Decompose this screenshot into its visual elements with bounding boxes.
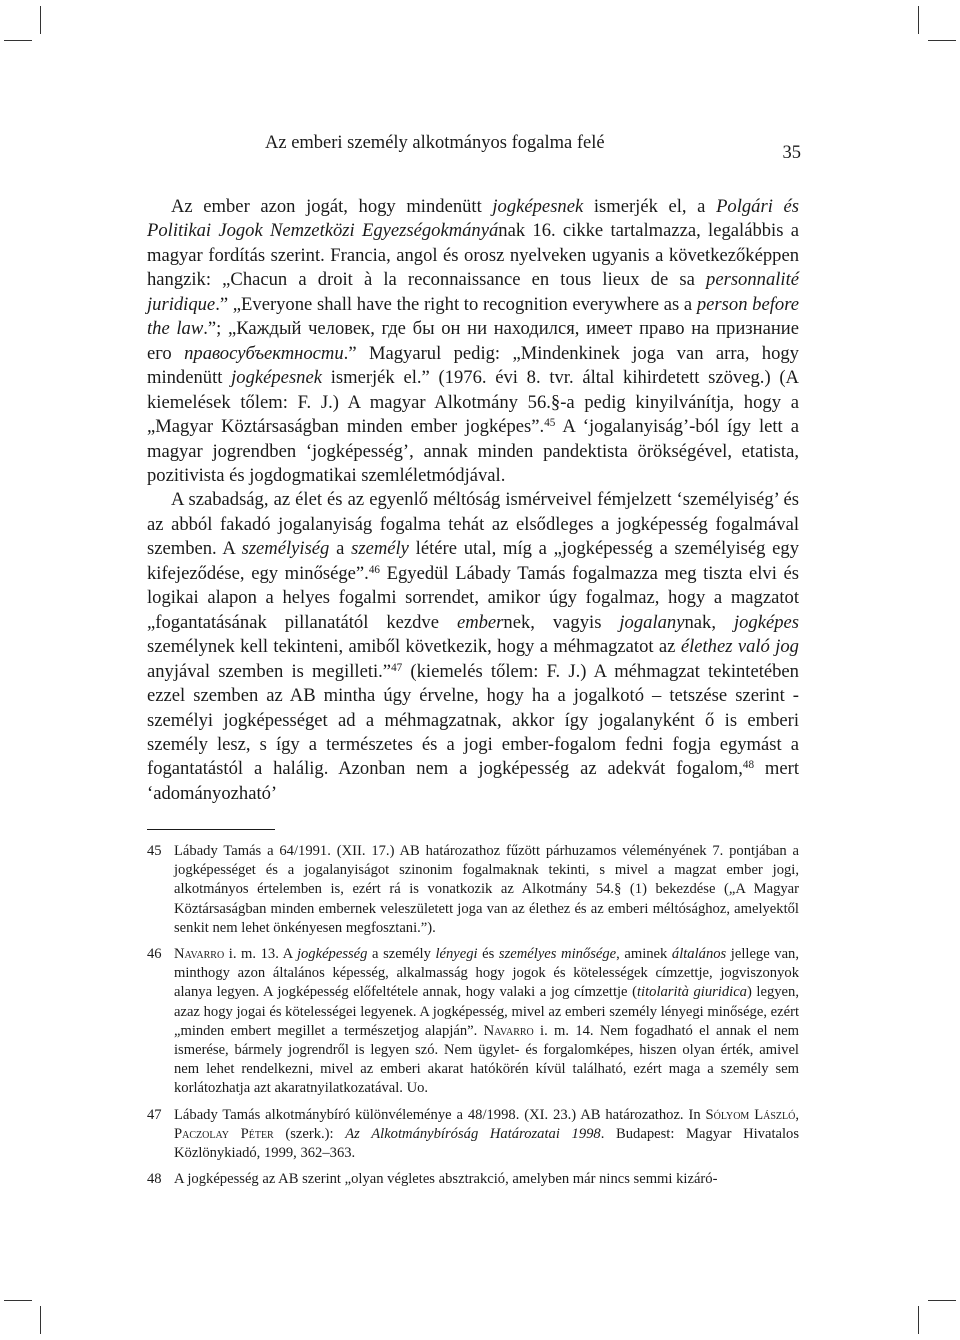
footnote-46: 46 Navarro i. m. 13. A jogképesség a személy lényegi és személyes minősége, aminek általános jellege van, minthogy azon általános képesség, alkalmasság hogy jogok és kötelességek címzettje, jogviszonyok alanya legyen. A jogképesség előfeltétele annak, hogy valaki a jog címzettje (titolarità giuridica) legyen, azaz hogy jogai és kötelességei legyenek. A jogképesség, mivel az emberi személy lényegi minősége, ezért „minden embert megillet a természetjog alapján”. Navarro i. m. 14. Nem fogadható el annak el nem ismerése, bármely jogrendről is legyen szó. Nem ügylet- és forgalomképes, hiszen olyan érték, amivel nem lehet rendelkezni, mivel az emberi akarat hatókörén kívül található, ezért maga a személy sem korlátozhatja azt akaratnyilatkozatával. Uo. (147, 945, 799, 1099)
crop-mark (928, 40, 956, 41)
crop-mark (40, 6, 41, 34)
page-number: 35 (782, 143, 801, 163)
footnote-ref[interactable]: 46 (368, 563, 380, 576)
crop-mark (40, 1306, 41, 1334)
footnotes (147, 842, 799, 1196)
footnote-number: 48 (147, 1171, 162, 1188)
footnote-number: 45 (147, 843, 162, 859)
running-title: Az emberi személy alkotmányos fogalma felé (265, 133, 605, 153)
paragraph: A szabadság, az élet és az egyenlő méltóság ismérveivel fémjelzett ‘személyiség’ és az abból fakadó jogalanyiság fogalma tehát az elsődleges a jogképesség fogalmával szemben. A személyiség a személy létére utal, míg a „jogképesség a személyiség egy kifejeződése, egy minősége”.$^{46}$ Egyedül Lábady Tamás fogalmazza meg tiszta elvi és logikai alapon a helyes fogalmi sorrendet, amikor úgy fogalmaz, hogy a magzatot „fogantatásának pillanatától kezdve embernek, vagyis jogalanynak, jogképes személynek kell tekinteni, amiből következik, hogy a méhmagzatot az élethez való jog anyjával szemben is megilleti.”$^{47}$ (kiemelés tőlem: F. J.) A méhmagzat tekintetében ezzel szemben az AB mintha úgy érvelne, hogy ha a jogalkotó – tetszése szerint - személyi jogképességet ad a méhmagzatnak, akkor így jogalanyként ő is emberi személy lesz, s így a természetes és a jogi ember-fogalom fedni fogja egymást a fogantatástól a halálig. Azonban nem a jogképesség az adekvát fogalom,$^{48}$ mert ‘adományozható’ (147, 489, 799, 804)
footnote-47: 47 Lábady Tamás alkotmánybíró különvéleménye a 48/1998. (XI. 23.) AB határozathoz. In Sólyom László, Paczolay Péter (szerk.): Az Alkotmánybíróság Határozatai 1998. Budapest: Magyar Hivatalos Közlönykiadó, 1999, 362–363. (147, 1106, 799, 1164)
footnote-ref[interactable]: 47 (391, 661, 403, 674)
footnote-ref[interactable]: 48 (742, 759, 755, 772)
footnote-number: 47 (147, 1106, 162, 1123)
body-text (147, 195, 799, 806)
crop-mark (4, 1300, 32, 1301)
footnote-ref[interactable]: 45 (544, 416, 556, 429)
footnote-45: 45 Lábady Tamás a 64/1991. (XII. 17.) AB határozathoz fűzött párhuzamos véleményének 7. pontjában a jogképességet és a jogalanyiságot szinonim fogalmaknak tekinti, s mivel a magzat ember jogi, alkotmányos értelemben is, ezért rá is vonatkozik az Alkotmány 54.§ (1) bekezdése („A Magyar Köztársaságban minden embernek veleszületett joga van az élethez és az emberi méltósághoz, amelyektől senkit nem lehet önkényesen megfosztani.”). (147, 842, 799, 938)
crop-mark (918, 6, 919, 34)
footnote-separator (147, 829, 275, 830)
crop-mark (918, 1306, 919, 1334)
footnote-number: 46 (147, 946, 162, 963)
footnote-48: 48 A jogképesség az AB szerint „olyan végletes absztrakció, amelyben már nincs semmi kizáró- (147, 1170, 799, 1189)
crop-mark (4, 40, 32, 41)
running-header (145, 133, 801, 163)
paragraph: Az ember azon jogát, hogy mindenütt jogképesnek ismerjék el, a Polgári és Politikai Jogok Nemzetközi Egyezségokmányának 16. cikke tartalmazza, legalábbis a magyar fordítás szerint. Francia, angol és orosz nyelveken ugyanis a következőképpen hangzik: „Chacun a droit à la reconnaissance en tous lieux de sa personnalité juridique.” „Everyone shall have the right to recognition everywhere as a person before the law.”; „Каждый человек, где бы он ни находился, имеет право на признание его правосубъектности.” Magyarul pedig: „Mindenkinek joga van arra, hogy mindenütt jogképesnek ismerjék el.” (1976. évi 8. tvr. által kihirdetett szöveg.) (A kiemelések tőlem: F. J.) A magyar Alkotmány 56.§-a pedig kinyilvánítja, hogy a „Magyar Köztársaságban minden ember jogképes”.$^{45}$ A ‘jogalanyiság’-ból így lett a magyar jogrendben ‘jogképesség’, annak minden pandektista örökségével, etatista, pozitivista és jogdogmatikai szemléletmódjával. (147, 196, 799, 486)
crop-mark (928, 1300, 956, 1301)
